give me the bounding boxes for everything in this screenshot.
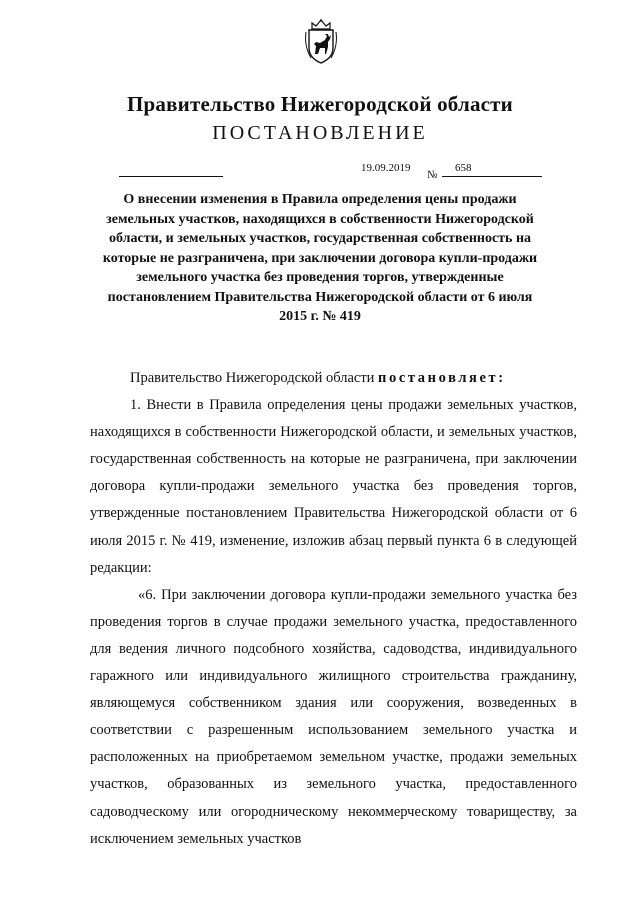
document-number: 658 [455, 162, 472, 174]
paragraph-2: «6. При заключении договора купли-продажи земельного участка без проведения торгов в случае продажи земельного участка, предоставленного для ведения личного подсобного хозяйства, садоводства, индивидуального гаражного или индивидуального жилищного строительства гражданину, являющемуся собственником здания или сооружения, возведенных в соответствии с разрешенным использованием земельного участка и расположенных на приобретаемом земельном участке, продажи земельных участков, образованных из земельного участка, предоставленного садоводческому или огородническому некоммерческому товариществу, за исключением земельных участков [90, 586, 577, 847]
number-label: № [427, 169, 438, 181]
document-body [90, 365, 577, 853]
preamble-paragraph [90, 365, 577, 392]
document-date: 19.09.2019 [361, 162, 411, 174]
preamble-decree-word: постановляет: [378, 370, 506, 386]
registration-line-left [119, 176, 223, 177]
paragraph-1: 1. Внести в Правила определения цены продажи земельных участков, находящихся в собственности Нижегородской области, и земельных участков, государственная собственность на которые не разграничена, при заключении договора купли-продажи земельного участка без проведения торгов, утвержденные постановлением Правительства Нижегородской области от 6 июля 2015 г. № 419, изменение, изложив абзац первый пункта 6 в следующей редакции: [90, 397, 577, 576]
registration-line-right [442, 176, 542, 177]
preamble-text: Правительство Нижегородской области [130, 370, 379, 386]
coat-of-arms-icon [303, 18, 339, 64]
document-subject: О внесении изменения в Правила определения цены продажи земельных участков, находящихся в собственности Нижегородской области, и земельных участков, государственная собственность на которые не разграничена, при заключении договора купли-продажи земельного участка без проведения торгов, утвержденные постановлением Правительства Нижегородской области от 6 июля 2015 г. № 419 [102, 192, 538, 324]
document-type: ПОСТАНОВЛЕНИЕ [212, 122, 428, 144]
government-title: Правительство Нижегородской области [127, 92, 513, 116]
